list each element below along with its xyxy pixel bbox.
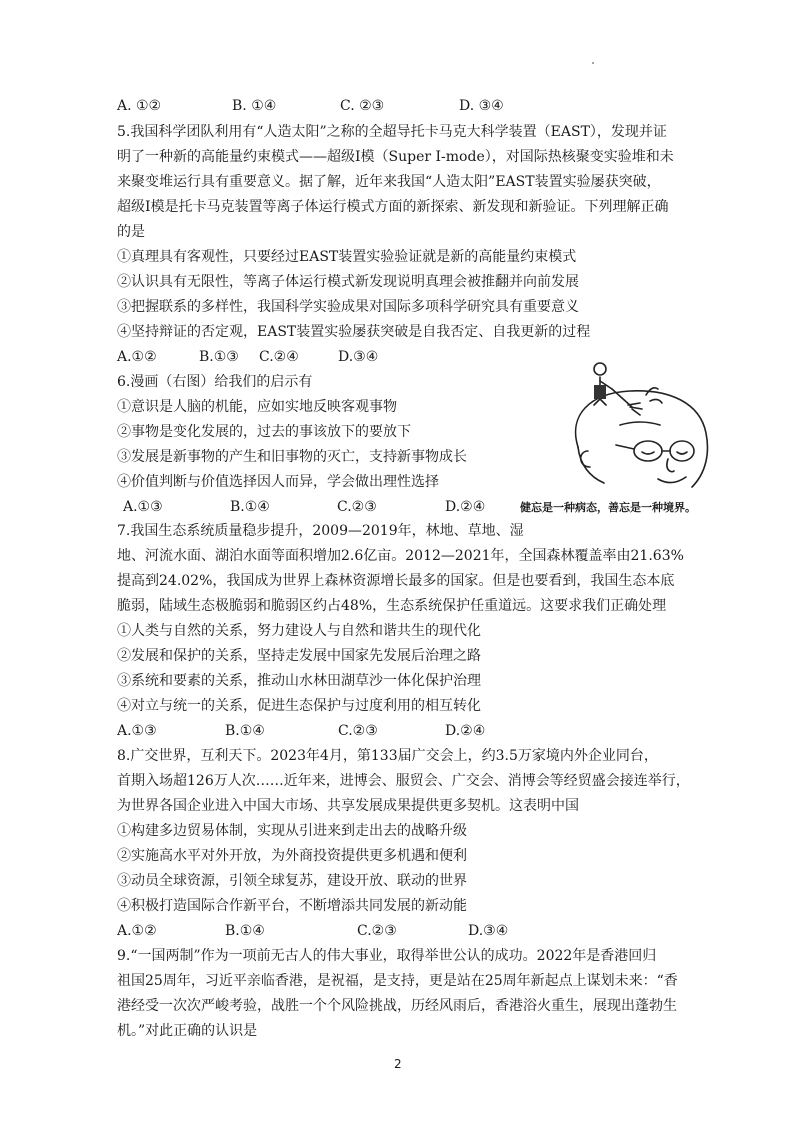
q4-option-b: B. ①④ bbox=[232, 98, 277, 114]
q4-option-c: C. ②③ bbox=[340, 98, 385, 114]
q5-statement-2: ②认识具有无限性，等离子体运行模式新发现说明真理会被推翻并向前发展 bbox=[117, 274, 579, 290]
scan-speck bbox=[592, 62, 594, 64]
q5-stem-line-2: 明了一种新的高能量约束模式——超级Ⅰ模（Super I-mode），对国际热核聚变实验堆和未 bbox=[117, 149, 674, 165]
q6-statement-3: ③发展是新事物的产生和旧事物的灭亡，支持新事物成长 bbox=[117, 449, 467, 465]
q7-stem-line-3: 提高到24.02%，我国成为世界上森林资源增长最多的国家。但是也要看到，我国生态本底 bbox=[117, 573, 675, 589]
q8-stem-line-2: 首期入场超126万人次……近年来，进博会、服贸会、广交会、消博会等经贸盛会接连举行， bbox=[117, 773, 690, 789]
q5-stem-line-4: 超级Ⅰ模是托卡马克装置等离子体运行模式方面的新探索、新发现和新验证。下列理解正确 bbox=[117, 199, 669, 215]
q5-statement-3: ③把握联系的多样性，我国科学实验成果对国际多项科学研究具有重要意义 bbox=[117, 299, 579, 315]
q7-stem-line-1: 7.我国生态系统质量稳步提升，2009—2019年，林地、草地、湿 bbox=[117, 523, 524, 539]
q9-stem-line-4: 机。”对此正确的认识是 bbox=[117, 1023, 258, 1039]
q8-option-a: A.①② bbox=[117, 923, 157, 939]
q5-option-a: A.①② bbox=[117, 349, 157, 365]
q6-statement-1: ①意识是人脑的机能，应如实地反映客观事物 bbox=[117, 399, 397, 415]
q9-stem-line-2: 祖国25周年，习近平亲临香港，是祝福，是支持，更是站在25周年新起点上谋划未来：“香 bbox=[117, 973, 678, 989]
q7-option-c: C.②③ bbox=[338, 723, 378, 739]
comic-illustration bbox=[560, 355, 730, 495]
glasses-arm bbox=[616, 445, 634, 449]
q5-option-c: C.②④ bbox=[259, 349, 299, 365]
glasses-right bbox=[670, 441, 694, 461]
head-side bbox=[578, 447, 604, 483]
q7-option-d: D.②④ bbox=[445, 723, 486, 739]
q6-option-c: C.②③ bbox=[337, 499, 377, 515]
head-outline bbox=[576, 391, 708, 487]
comic-caption: 健忘是一种病态，善忘是一种境界。 bbox=[520, 501, 696, 514]
q6-statement-4: ④价值判断与价值选择因人而异，学会做出理性选择 bbox=[117, 474, 439, 490]
q8-statement-3: ③动员全球资源，引领全球复苏，建设开放、联动的世界 bbox=[117, 873, 467, 889]
q7-stem-line-2: 地、河流水面、湖泊水面等面积增加2.6亿亩。2012—2021年，全国森林覆盖率由21.63% bbox=[117, 548, 684, 564]
q6-option-b: B.①④ bbox=[230, 499, 270, 515]
q7-statement-1: ①人类与自然的关系，努力建设人与自然和谐共生的现代化 bbox=[117, 623, 481, 639]
motion-lines bbox=[646, 388, 662, 403]
q8-statement-4: ④积极打造国际合作新平台，不断增添共同发展的新动能 bbox=[117, 898, 467, 914]
q8-option-b: B.①④ bbox=[225, 923, 265, 939]
man-shirt bbox=[594, 385, 606, 399]
q4-option-d: D. ③④ bbox=[459, 98, 504, 114]
q5-statement-1: ①真理具有客观性，只要经过EAST装置实验验证就是新的高能量约束模式 bbox=[117, 249, 577, 265]
q9-stem-line-3: 港经受一次次严峻考验，战胜一个个风险挑战，历经风雨后，香港浴火重生，展现出蓬勃生 bbox=[117, 998, 677, 1014]
nose bbox=[667, 459, 674, 472]
q7-statement-4: ④对立与统一的关系，促进生态保护与过度利用的相互转化 bbox=[117, 698, 481, 714]
q8-statement-1: ①构建多边贸易体制，实现从引进来到走出去的战略升级 bbox=[117, 823, 467, 839]
q5-option-d: D.③④ bbox=[338, 349, 379, 365]
smile bbox=[658, 477, 686, 483]
q5-statement-4: ④坚持辩证的否定观，EAST装置实验屡获突破是自我否定、自我更新的过程 bbox=[117, 324, 591, 340]
q7-stem-line-4: 脆弱，陆域生态极脆弱和脆弱区约占48%，生态系统保护任重道远。这要求我们正确处理 bbox=[117, 598, 667, 614]
q6-statement-2: ②事物是变化发展的，过去的事该放下的要放下 bbox=[117, 424, 411, 440]
forehead-wrinkle bbox=[620, 422, 660, 425]
q8-option-c: C.②③ bbox=[357, 923, 397, 939]
q9-stem-line-1: 9.“一国两制”作为一项前无古人的伟大事业，取得举世公认的成功。2022年是香港回归 bbox=[117, 948, 657, 964]
eye-right bbox=[677, 452, 687, 454]
broom-bristles bbox=[628, 403, 642, 415]
q4-option-a: A. ①② bbox=[117, 98, 162, 114]
q8-statement-2: ②实施高水平对外开放，为外商投资提供更多机遇和便利 bbox=[117, 848, 467, 864]
q8-option-d: D.③④ bbox=[468, 923, 509, 939]
eye-left bbox=[642, 452, 654, 454]
q6-option-a: A.①③ bbox=[123, 499, 163, 515]
q7-statement-2: ②发展和保护的关系，坚持走发展中国家先发展后治理之路 bbox=[117, 648, 481, 664]
glasses-left bbox=[634, 441, 662, 461]
q5-stem-line-5: 的是 bbox=[117, 224, 145, 240]
q7-statement-3: ③系统和要素的关系，推动山水林田湖草沙一体化保护治理 bbox=[117, 673, 481, 689]
q8-stem-line-3: 为世界各国企业进入中国大市场、共享发展成果提供更多契机。这表明中国 bbox=[117, 798, 579, 814]
q8-stem-line-1: 8.广交世界，互利天下。2023年4月，第133届广交会上，约3.5万家境内外企业同台， bbox=[117, 748, 658, 764]
page-number: 2 bbox=[394, 1057, 402, 1071]
q7-option-a: A.①③ bbox=[117, 723, 157, 739]
q6-option-d: D.②④ bbox=[445, 499, 486, 515]
q7-option-b: B.①④ bbox=[225, 723, 265, 739]
ear bbox=[581, 451, 590, 467]
q5-option-b: B.①③ bbox=[199, 349, 239, 365]
man-head bbox=[594, 363, 606, 375]
q5-stem-line-1: 5.我国科学团队利用有“人造太阳”之称的全超导托卡马克大科学装置（EAST），发现并证 bbox=[117, 124, 667, 140]
q6-stem: 6.漫画（右图）给我们的启示有 bbox=[117, 374, 313, 390]
q5-stem-line-3: 来聚变堆运行具有重要意义。据了解，近年来我国“人造太阳”EAST装置实验屡获突破， bbox=[117, 174, 661, 190]
